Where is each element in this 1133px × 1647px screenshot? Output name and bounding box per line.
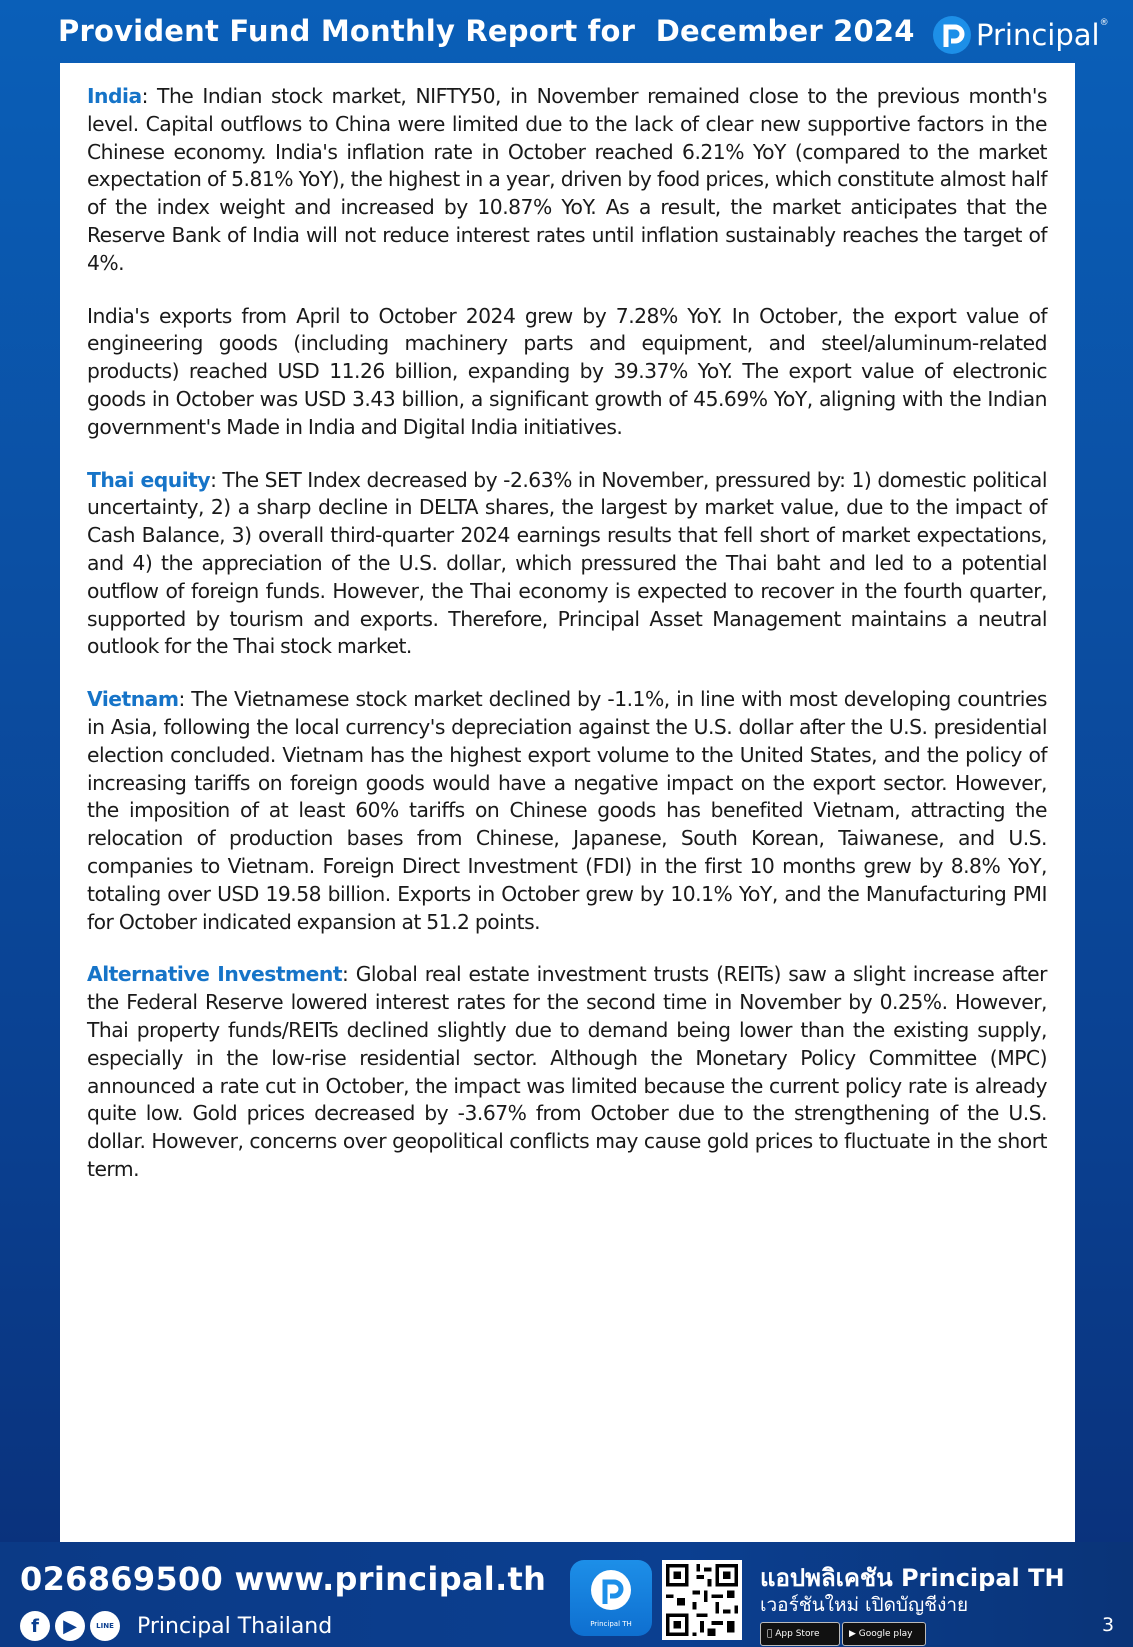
heading-vietnam: Vietnam (87, 687, 179, 712)
google-play-label: Google play (858, 1629, 913, 1639)
paragraph-alternative-investment (87, 961, 1047, 1183)
play-icon: ▶ (849, 1629, 859, 1639)
app-store-badge[interactable] (760, 1622, 840, 1646)
line-icon[interactable]: LINE (90, 1611, 120, 1641)
paragraph-vietnam (87, 686, 1047, 936)
app-icon-label: Principal TH (590, 1620, 632, 1628)
social-links (20, 1611, 332, 1641)
google-play-badge[interactable] (842, 1622, 926, 1646)
paragraph-text: : The SET Index decreased by -2.63% in November, pressured by: 1) domestic political uncertainty, 2) a sharp decline in DELTA shares, the largest by market value, due to the impact of Cash Balance, 3) overall third-quarter 2024 earnings results that fell short of market expectations, and 4) the appreciation of the U.S. dollar, which pressured the Thai baht and led to a potential outflow of foreign funds. However, the Thai economy is expected to recover in the fourth quarter, supported by tourism and exports. Therefore, Principal Asset Management maintains a neutral outlook for the Thai stock market. (87, 467, 1047, 659)
paragraph-text: : Global real estate investment trusts (REITs) saw a slight increase after the Federal Reserve lowered interest rates for the second time in November by 0.25%. However, Thai property funds/REITs declined slightly due to demand being lower than the existing supply, especially in the low-rise residential sector. Although the Monetary Policy Committee (MPC) announced a rate cut in October, the impact was limited because the current policy rate is already quite low. Gold prices decreased by -3.67% from October due to the strengthening of the U.S. dollar. However, concerns over geopolitical conflicts may cause gold prices to fluctuate in the short term. (87, 962, 1047, 1181)
paragraph-india (87, 83, 1047, 278)
app-title: แอปพลิเคชัน Principal TH (760, 1564, 1065, 1592)
page-footer (0, 1542, 1133, 1647)
paragraph-thai-equity (87, 467, 1047, 662)
heading-thai-equity: Thai equity (87, 467, 211, 492)
paragraph-text: : The Indian stock market, NIFTY50, in November remained close to the previous month's level. Capital outflows to China were limited due to the lack of clear new supportive factors in the Chinese economy. India's inflation rate in October reached 6.21% YoY (compared to the market expectation of 5.81% YoY), the highest in a year, driven by food prices, which constitute almost half of the index weight and increased by 10.87% YoY. As a result, the market anticipates that the Reserve Bank of India will not reduce interest rates until inflation sustainably reaches the target of 4%. (87, 84, 1047, 275)
paragraph-india-exports (87, 303, 1047, 442)
qr-code-icon[interactable] (662, 1560, 742, 1640)
principal-logo (932, 12, 1109, 58)
article-body (87, 83, 1047, 1209)
logo-registered-mark: ® (1099, 18, 1109, 28)
content-panel (60, 63, 1075, 1542)
logo-text: Principal (976, 18, 1100, 52)
report-title: Provident Fund Monthly Report for December 2024 (58, 14, 915, 48)
facebook-icon[interactable]: f (20, 1611, 50, 1641)
heading-india: India (87, 84, 142, 108)
contact-info[interactable]: 026869500 www.principal.th (20, 1560, 547, 1598)
paragraph-text: India's exports from April to October 2024 grew by 7.28% YoY. In October, the export value of engineering goods (including machinery parts and equipment, and steel/aluminum-related products) reached USD 11.26 billion, expanding by 39.37% YoY. The export value of electronic goods in October was USD 3.43 billion, a significant growth of 45.69% YoY, aligning with the Indian government's Made in India and Digital India initiatives. (87, 303, 1047, 439)
principal-app-icon (570, 1560, 652, 1620)
app-store-label: App Store (769, 1629, 815, 1639)
page-number: 3 (1102, 1614, 1115, 1636)
apple-icon (767, 1629, 770, 1639)
app-subtitle: เวอร์ชันใหม่ เปิดบัญชีง่าย (760, 1594, 969, 1616)
app-icon[interactable] (570, 1560, 652, 1636)
youtube-icon[interactable]: ▶ (55, 1611, 85, 1641)
heading-alternative-investment: Alternative Investment (87, 962, 343, 987)
principal-logo-icon (932, 15, 972, 55)
social-label: Principal Thailand (137, 1613, 333, 1639)
paragraph-text: : The Vietnamese stock market declined by -1.1%, in line with most developing countries in Asia, following the local currency's depreciation against the U.S. dollar after the U.S. presidential election concluded. Vietnam has the highest export volume to the United States, and the policy of increasing tariffs on foreign goods would have a negative impact on the export sector. However, the imposition of at least 60% tariffs on Chinese goods has benefited Vietnam, attracting the relocation of production bases from Chinese, Japanese, South Korean, Taiwanese, and U.S. companies to Vietnam. Foreign Direct Investment (FDI) in the first 10 months grew by 8.8% YoY, totaling over USD 19.58 billion. Exports in October grew by 10.1% YoY, and the Manufacturing PMI for October indicated expansion at 51.2 points. (87, 687, 1047, 934)
